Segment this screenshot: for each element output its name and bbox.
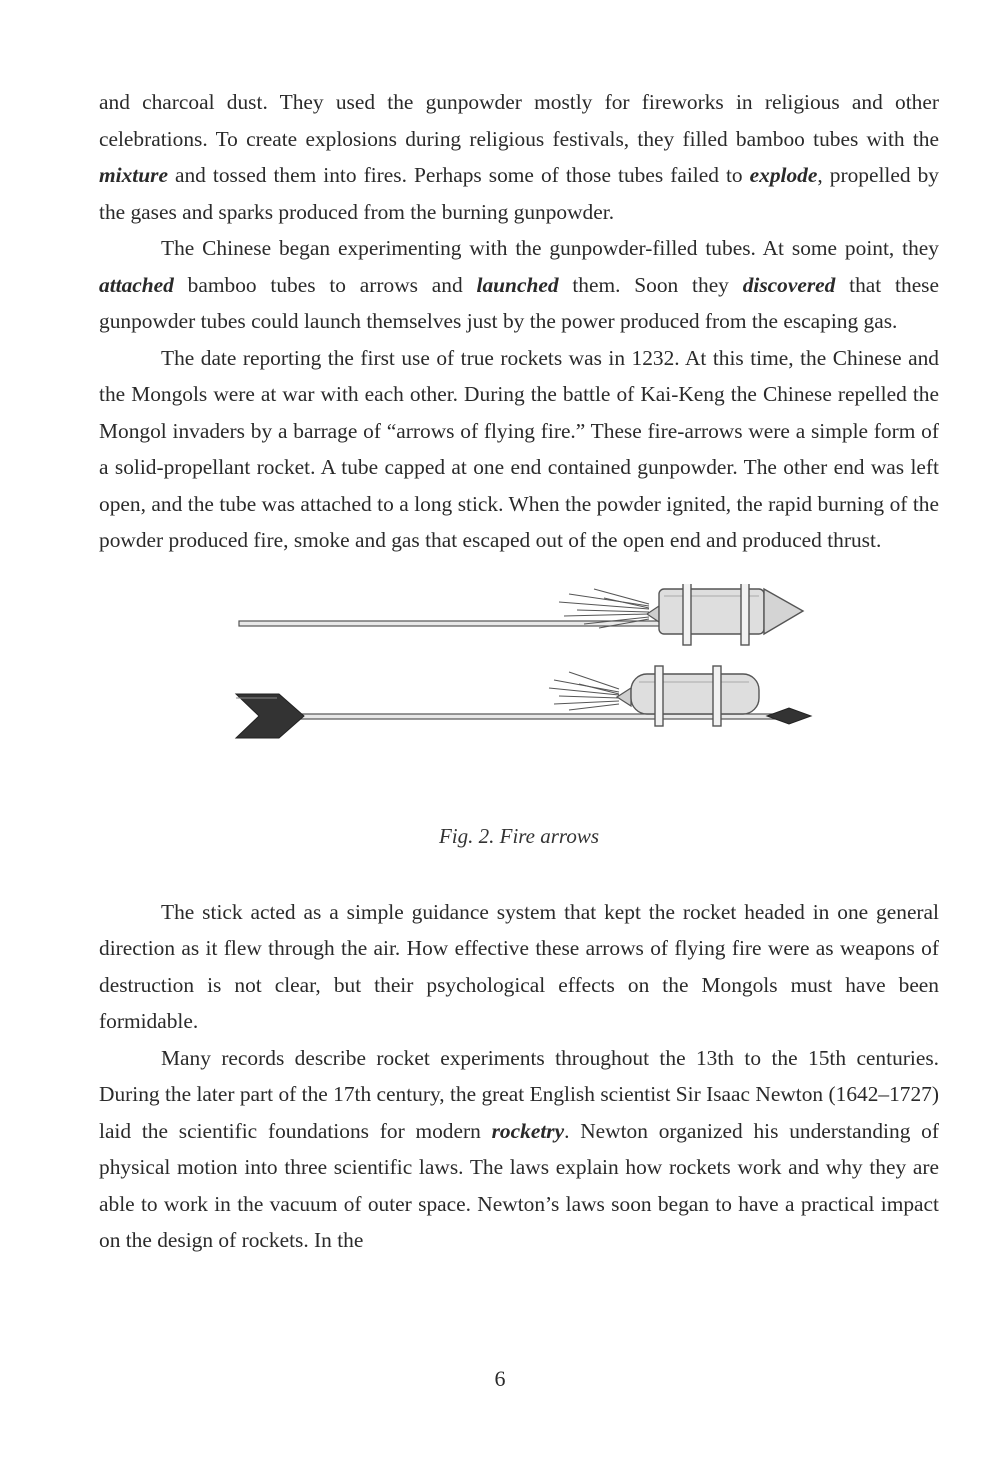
text-run: The Chinese began experimenting with the gunpowder-filled tubes. At some point, they xyxy=(161,236,939,260)
fire-arrow-top xyxy=(239,584,803,645)
emphasized-term: mixture xyxy=(99,163,168,187)
paragraph-1 xyxy=(99,84,939,230)
text-run: and tossed them into fires. Perhaps some of those tubes failed to xyxy=(167,163,750,187)
sparks-bottom xyxy=(549,672,619,710)
text-run: and charcoal dust. They used the gunpowder mostly for fireworks in religious and other celebrations. To create explosions during religious festivals, they filled bamboo tubes with the xyxy=(99,90,939,151)
text-run: . Newton organized his understanding of physical motion into three scientific laws. The laws explain how rockets work and why they are able to work in the vacuum of outer space. Newton’s laws soon began to have a practical impact on the design of rockets. In the xyxy=(99,1118,939,1252)
text-run: , propelled by the gases and sparks produced from the burning gunpowder. xyxy=(99,163,939,224)
text-run: bamboo tubes to arrows and xyxy=(173,272,477,297)
text-run: The stick acted as a simple guidance system that kept the rocket headed in one general direction as it flew through the air. How effective these arrows of flying fire were as weapons of destruction is not clear, but their psychological effects on the Mongols must have been formidable. xyxy=(99,899,939,1033)
text-run: The date reporting the first use of true rockets was in 1232. At this time, the Chinese and the Mongols were at war with each other. During the battle of Kai-Keng the Chinese repelled the Mongol invaders by a barrage of “arrows of flying fire.” These fire-arrows were a simple form of a solid-propellant rocket. A tube capped at one end contained gunpowder. The other end was left open, and the tube was attached to a long stick. When the powder ignited, the rapid burning of the powder produced fire, smoke and gas that escaped out of the open end and produced thrust. xyxy=(99,345,939,552)
figure-caption: Fig. 2. Fire arrows xyxy=(438,823,600,848)
emphasized-term: attached xyxy=(99,272,174,297)
fire-arrow-bottom xyxy=(236,666,811,738)
figure-fire-arrows xyxy=(99,584,939,884)
emphasized-term: explode xyxy=(749,163,818,187)
emphasized-term: discovered xyxy=(742,272,836,297)
page-number: 6 xyxy=(494,1366,506,1391)
paragraph-5 xyxy=(99,1040,939,1259)
emphasized-term: rocketry xyxy=(491,1118,565,1143)
text-run: them. Soon they xyxy=(558,272,743,297)
emphasized-term: launched xyxy=(476,272,559,297)
paragraph-4 xyxy=(99,894,939,1040)
paragraph-2 xyxy=(99,230,939,340)
page-content xyxy=(99,84,939,1259)
text-run: Many records describe rocket experiments throughout the 13th to the 15th centuries. During the later part of the 17th century, the great English scientist Sir Isaac Newton (1642–1727) laid the scientific foundations for modern xyxy=(99,1045,939,1143)
paragraph-3 xyxy=(99,340,939,559)
text-run: that these gunpowder tubes could launch themselves just by the power produced from the escaping gas. xyxy=(99,272,940,333)
